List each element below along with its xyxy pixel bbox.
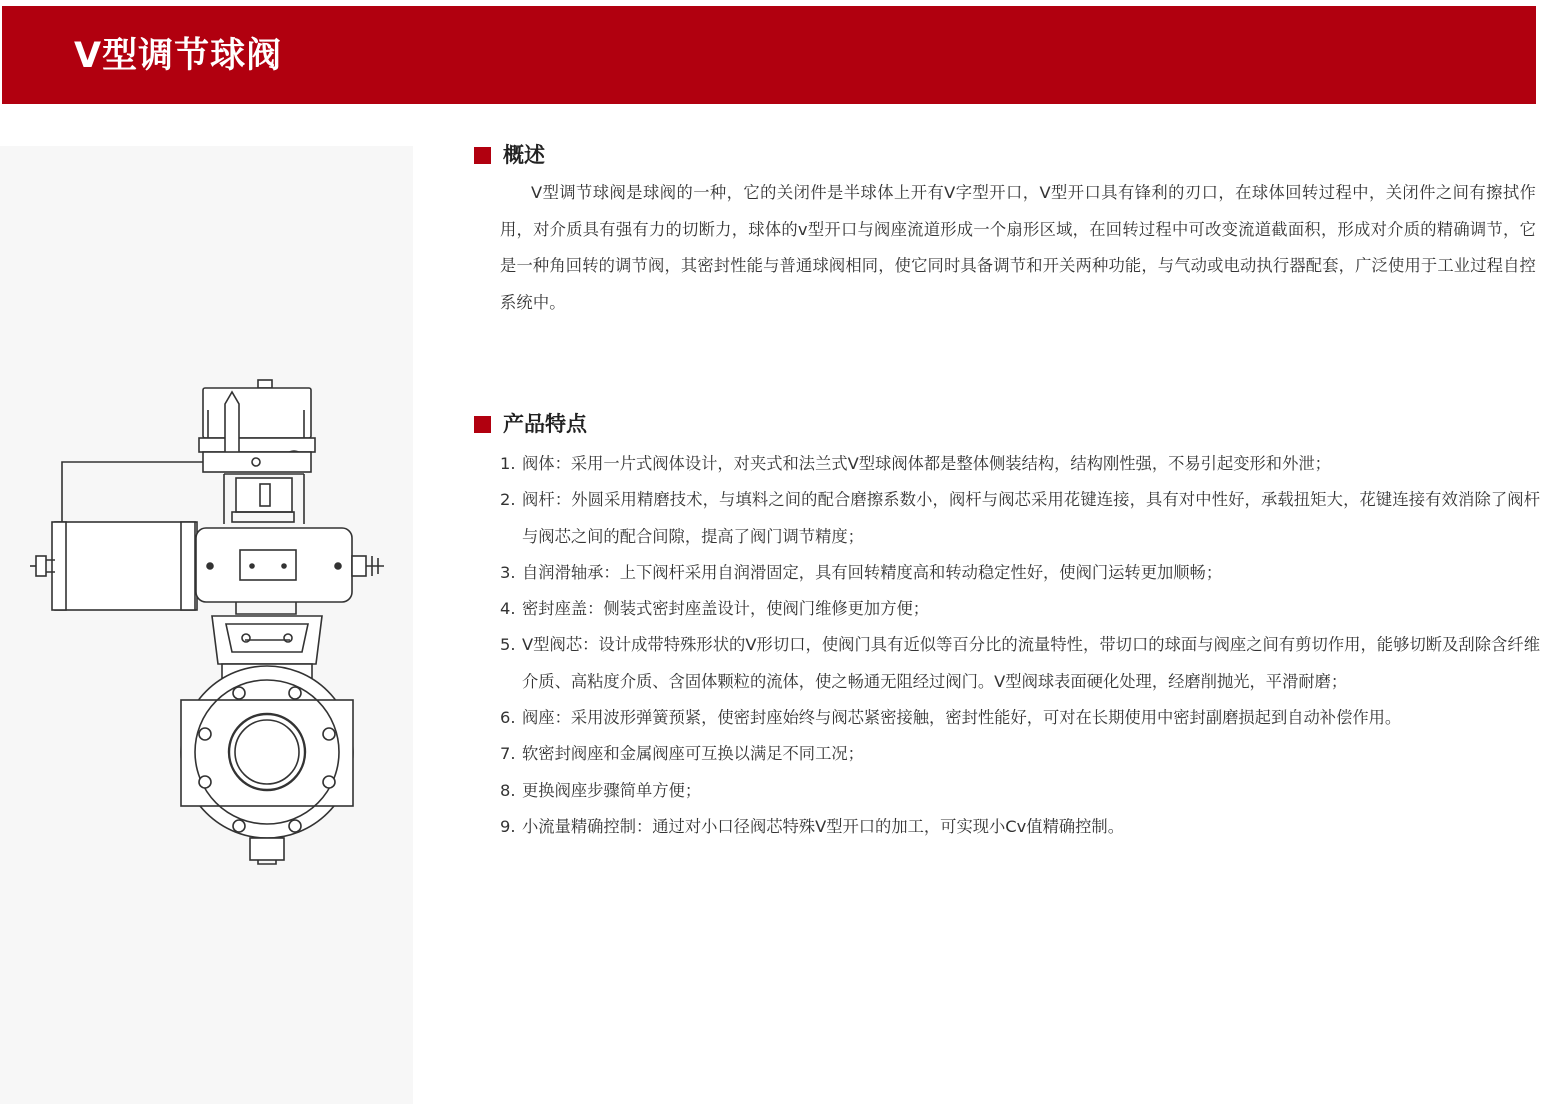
- feature-text: 阀杆：外圆采用精磨技术，与填料之间的配合磨擦系数小，阀杆与阀芯采用花键连接，具有对中性好，承载扭矩大，花键连接有效消除了阀杆与阀芯之间的配合间隙，提高了阀门调节精度；: [522, 490, 1540, 546]
- feature-text: 密封座盖：侧装式密封座盖设计，使阀门维修更加方便；: [522, 599, 930, 619]
- feature-text: 更换阀座步骤简单方便；: [522, 780, 702, 800]
- feature-text: 自润滑轴承：上下阀杆采用自润滑固定，具有回转精度高和转动稳定性好，使阀门运转更加顺畅；: [522, 562, 1223, 582]
- overview-heading: [474, 141, 545, 169]
- feature-item: [500, 736, 1540, 772]
- feature-item: [500, 555, 1540, 591]
- feature-number: 1.: [500, 454, 516, 473]
- feature-text: 软密封阀座和金属阀座可互换以满足不同工况；: [522, 744, 864, 764]
- red-square-icon: [474, 147, 491, 164]
- feature-item: [500, 591, 1540, 627]
- feature-item: [500, 482, 1540, 555]
- feature-text: 阀座：采用波形弹簧预紧，使密封座始终与阀芯紧密接触，密封性能好，可对在长期使用中密封副磨损起到自动补偿作用。: [522, 708, 1402, 728]
- feature-text: 阀体：采用一片式阀体设计，对夹式和法兰式V型球阀体都是整体侧装结构，结构刚性强，不易引起变形和外泄；: [522, 454, 1331, 473]
- feature-text: V型阀芯：设计成带特殊形状的V形切口，使阀门具有近似等百分比的流量特性，带切口的球面与阀座之间有剪切作用，能够切断及刮除含纤维介质、高粘度介质、含固体颗粒的流体，使之畅通无阻经过阀门。V型阀球表面硬化处理，经磨削抛光，平滑耐磨；: [522, 635, 1540, 691]
- feature-number: 4.: [500, 599, 516, 619]
- feature-number: 2.: [500, 490, 516, 510]
- feature-item: [500, 773, 1540, 809]
- feature-number: 5.: [500, 635, 516, 655]
- features-heading: [474, 410, 587, 438]
- feature-text: 小流量精确控制：通过对小口径阀芯特殊V型开口的加工，可实现小Cv值精确控制。: [522, 816, 1124, 836]
- feature-number: 8.: [500, 780, 516, 800]
- v-ball-valve-drawing: [0, 146, 413, 1104]
- overview-title: 概述: [503, 143, 545, 167]
- header-banner: [2, 6, 1536, 104]
- features-title: 产品特点: [503, 412, 587, 436]
- feature-item: [500, 700, 1540, 736]
- feature-number: 9.: [500, 816, 516, 836]
- feature-list: [500, 446, 1540, 845]
- feature-number: 6.: [500, 708, 516, 728]
- feature-number: 3.: [500, 562, 516, 582]
- red-square-icon: [474, 416, 491, 433]
- overview-paragraph: V型调节球阀是球阀的一种，它的关闭件是半球体上开有V字型开口，V型开口具有锋利的刃口，在球体回转过程中，关闭件之间有擦拭作用，对介质具有强有力的切断力，球体的v型开口与阀座流道形成一个扇形区域，在回转过程中可改变流道截面积，形成对介质的精确调节，它是一种角回转的调节阀，其密封性能与普通球阀相同，使它同时具备调节和开关两种功能，与气动或电动执行器配套，广泛使用于工业过程自控系统中。: [500, 183, 1536, 312]
- page-title: V型调节球阀: [74, 36, 283, 76]
- feature-number: 7.: [500, 744, 516, 764]
- feature-item: [500, 627, 1540, 700]
- product-image-panel: [0, 146, 413, 1104]
- feature-item: [500, 809, 1540, 845]
- feature-item: [500, 446, 1540, 482]
